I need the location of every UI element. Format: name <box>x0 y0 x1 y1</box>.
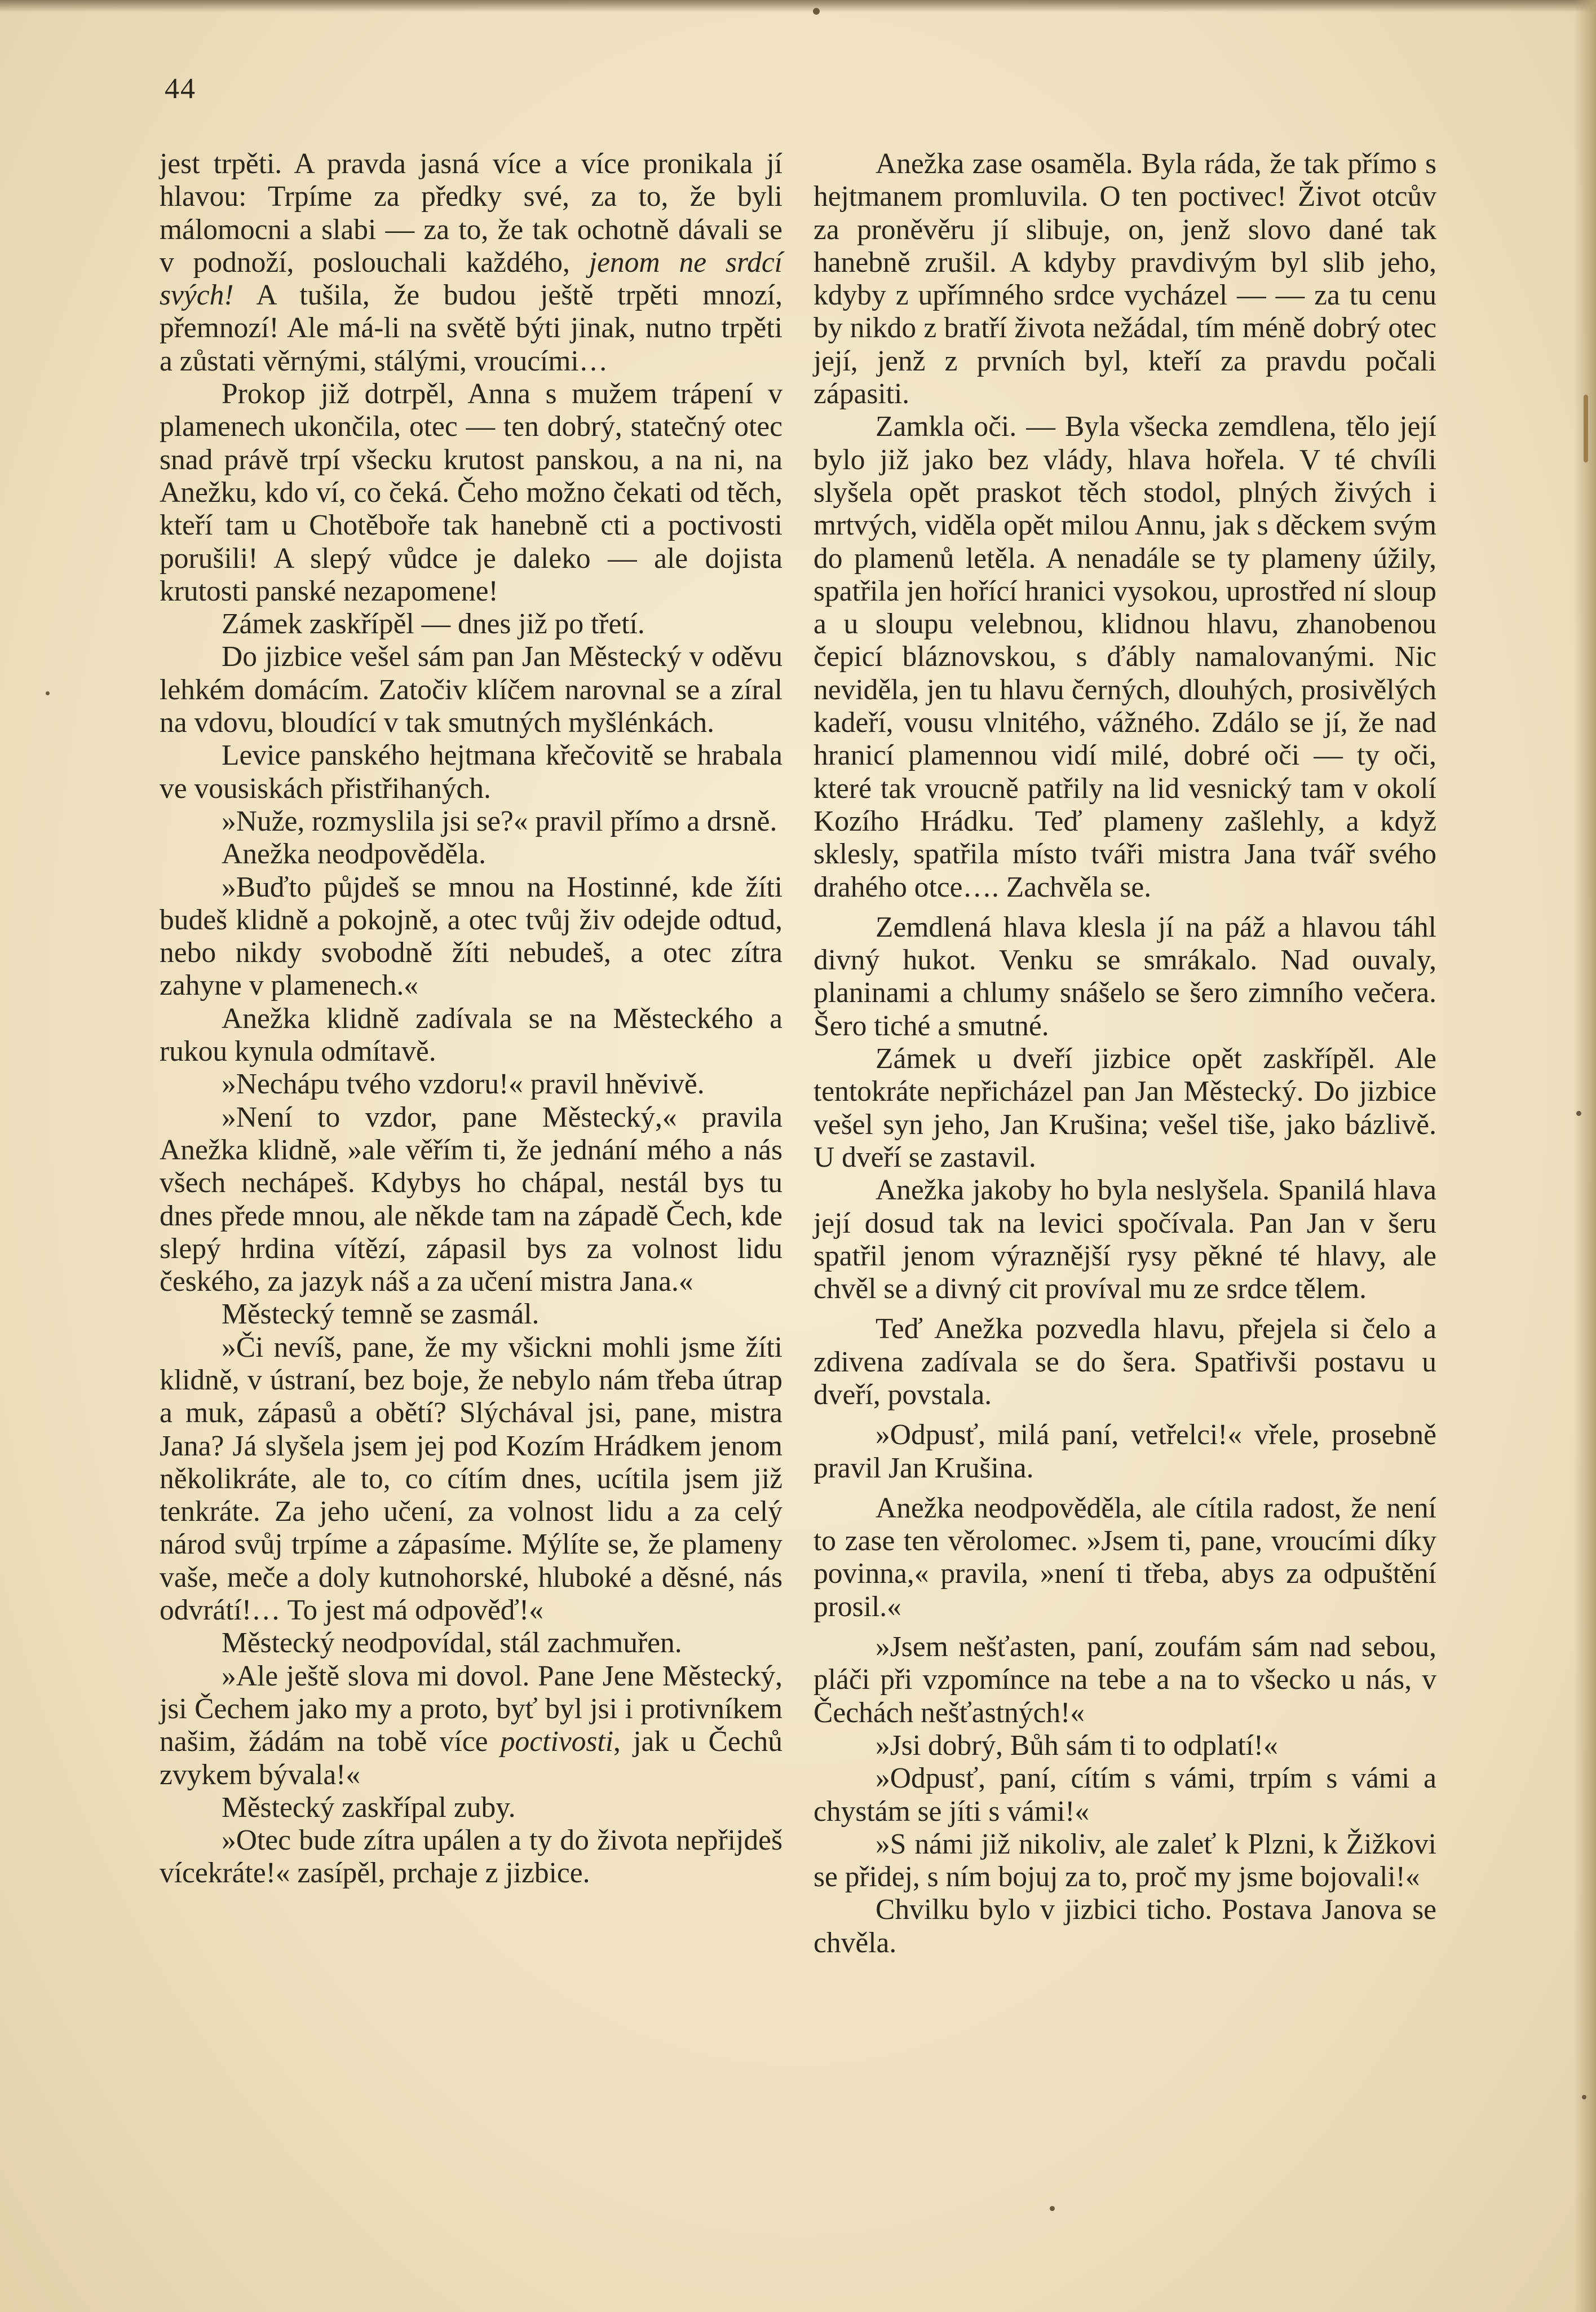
paragraph: Městecký zaskřípal zuby. <box>222 1791 516 1824</box>
paper-speck <box>1576 1111 1581 1116</box>
paragraph: Prokop již dotrpěl, Anna s mužem trápení v plamenech ukončila, otec — ten dobrý, statečný otec snad právě trpí všecku krutost panskou, a na ni, na Anežku, kdo ví, co čeká. Čeho možno čekati od těch, kteří tam u Chotěboře tak hanebně cti a poctivosti porušili! A slepý vůdce je daleko — ale dojista krutosti panské nezapomene! <box>160 378 782 607</box>
paragraph: »S námi již nikoliv, ale zaleť k Plzni, k Žižkovi se přidej, s ním bojuj za to, proč my jsme bojovali!« <box>814 1828 1436 1894</box>
paragraph: Zámek u dveří jizbice opět zaskřípěl. Ale tentokráte nepřicházel pan Jan Městecký. Do jizbice vešel syn jeho, Jan Krušina; vešel tiše, jako bázlivě. U dveří se zastavil. <box>814 1043 1436 1173</box>
italic-emphasis: jenom ne srdcí svých! <box>160 246 782 312</box>
paragraph: Anežka zase osaměla. Byla ráda, že tak přímo s hejtmanem promluvila. O ten poctivec! Život otcův za proněvěru jí slibuje, on, jenž slovo dané tak hanebně zrušil. A kdyby pravdivým byl slib jeho, kdyby z upřímného srdce vycházel — — za tu cenu by nikdo z bratří života nežádal, tím méně dobrý otec její, jenž z prvních byl, kteří za pravdu počali zápasiti. <box>814 148 1436 411</box>
paragraph: Zámek zaskřípěl — dnes již po třetí. <box>222 608 645 641</box>
paragraph: Anežka neodpověděla, ale cítila radost, že není to zase ten věrolomec. »Jsem ti, pane, vroucími díky povinna,« pravila, »není ti třeba, abys za odpuštění prosil.« <box>814 1492 1436 1623</box>
paragraph: Chvilku bylo v jizbici ticho. Postava Janova se chvěla. <box>814 1894 1436 1959</box>
page-edge-shadow <box>0 0 1596 12</box>
paragraph: Městecký temně se zasmál. <box>222 1298 540 1331</box>
paragraph: Do jizbice vešel sám pan Jan Městecký v oděvu lehkém domácím. Zatočiv klíčem narovnal se a zíral na vdovu, bloudící v tak smutných myšlénkách. <box>160 641 782 739</box>
paragraph: Anežka neodpověděla. <box>222 838 487 871</box>
paragraph: »Otec bude zítra upálen a ty do života nepřijdeš vícekráte!« zasípěl, prchaje z jizbice. <box>160 1824 782 1890</box>
left-column <box>160 148 782 1890</box>
paragraph: Teď Anežka pozvedla hlavu, přejela si čelo a zdivena zadívala se do šera. Spatřivši postavu u dveří, povstala. <box>814 1313 1436 1411</box>
paper-speck <box>1582 2095 1586 2099</box>
paragraph: Zemdlená hlava klesla jí na páž a hlavou táhl divný hukot. Venku se smrákalo. Nad ouvaly, planinami a chlumy snášelo se šero zimního večera. Šero tiché a smutné. <box>814 911 1436 1042</box>
paragraph: »Není to vzdor, pane Městecký,« pravila Anežka klidně, »ale věřím ti, že jednání mého a nás všech nechápeš. Kdybys ho chápal, nestál bys tu dnes přede mnou, ale někde tam na západě Čech, kde slepý hrdina vítězí, zápasil bys za volnost lidu českého, za jazyk náš a za učení mistra Jana.« <box>160 1101 782 1298</box>
paragraph: »Buďto půjdeš se mnou na Hostinné, kde žíti budeš klidně a pokojně, a otec tvůj živ odejde odtud, nebo nikdy svobodně žíti nebudeš, a otec zítra zahyne v plamenech.« <box>160 871 782 1002</box>
paragraph: Levice panského hejtmana křečovitě se hrabala ve vousiskách přistřihaných. <box>160 739 782 805</box>
paragraph: »Jsem nešťasten, paní, zoufám sám nad sebou, pláči při vzpomínce na tebe a na to všecko u nás, v Čechách nešťastných!« <box>814 1631 1436 1729</box>
paragraph: »Nechápu tvého vzdoru!« pravil hněvivě. <box>222 1068 705 1101</box>
paragraph: »Či nevíš, pane, že my všickni mohli jsme žíti klidně, v ústraní, bez boje, že nebylo nám třeba útrap a muk, zápasů a obětí? Slýchával jsi, pane, mistra Jana? Já slyšela jsem jej pod Kozím Hrádkem jenom několikráte, ale to, co cítím dnes, ucítila jsem již tenkráte. Za jeho učení, za volnost lidu a za celý národ svůj trpíme a zápasíme. Mýlíte se, že plameny vaše, meče a doly kutnohorské, hluboké a děsné, nás odvrátí!… To jest má odpověď!« <box>160 1331 782 1627</box>
paper-tear-mark <box>1584 395 1588 462</box>
right-column <box>814 148 1436 1960</box>
paragraph: »Ale ještě slova mi dovol. Pane Jene Městecký, jsi Čechem jako my a proto, byť byl jsi i protivníkem našim, žádám na tobě více poctivosti, jak u Čechů zvykem bývala!« <box>160 1660 783 1791</box>
paragraph: »Nuže, rozmyslila jsi se?« pravil přímo a drsně. <box>222 805 777 837</box>
paragraph: Anežka klidně zadívala se na Městeckého a rukou kynula odmítavě. <box>160 1002 782 1068</box>
paper-speck <box>46 691 50 695</box>
paragraph: »Odpusť, paní, cítím s vámi, trpím s vámi a chystám se jíti s vámi!« <box>814 1762 1436 1828</box>
page-number: 44 <box>165 73 196 105</box>
paper-speck <box>813 8 820 15</box>
paragraph: jest trpěti. A pravda jasná více a více pronikala jí hlavou: Trpíme za předky své, za to, že byli málomocni a slabi — za to, že tak ochotně dávali se v podnoží, poslouchali každého, jenom ne srdcí svých! A tušila, že budou ještě trpěti mnozí, přemnozí! Ale má-li na světě býti jinak, nutno trpěti a zůstati věrnými, stálými, vroucími… <box>160 148 782 377</box>
page-edge-right <box>1573 0 1596 2312</box>
paper-speck <box>1050 2206 1055 2211</box>
paragraph: Anežka jakoby ho byla neslyšela. Spanilá hlava její dosud tak na levici spočívala. Pan Jan v šeru spatřil jenom výraznější rysy pěkné té hlavy, ale chvěl se a divný cit províval mu ze srdce tělem. <box>814 1174 1436 1305</box>
paragraph: »Odpusť, milá paní, vetřelci!« vřele, prosebně pravil Jan Krušina. <box>814 1419 1436 1484</box>
paragraph: Zamkla oči. — Byla všecka zemdlena, tělo její bylo již jako bez vlády, hlava hořela. V té chvíli slyšela opět praskot těch stodol, plných živých i mrtvých, viděla opět milou Annu, jak s děckem svým do plamenů letěla. A nenadále se ty plameny úžily, spatřila jen hořící hranici vysokou, uprostřed ní sloup a u sloupu velebnou, klidnou hlavu, zhanobenou čepicí bláznovskou, s ďábly namalovanými. Nic neviděla, jen tu hlavu černých, dlouhých, prosivělých kadeří, vousu vlnitého, vážného. Zdálo se jí, že nad hranicí plamennou vidí milé, dobré oči — ty oči, které tak vroucně patřily na lid vesnický tam v okolí Kozího Hrádku. Teď plameny zašlehly, a když sklesly, spatřila místo tváři mistra Jana tvář svého drahého otce…. Zachvěla se. <box>814 411 1436 903</box>
paragraph: Městecký neodpovídal, stál zachmuřen. <box>222 1627 682 1660</box>
italic-emphasis: poctivosti <box>500 1726 614 1758</box>
paragraph: »Jsi dobrý, Bůh sám ti to odplatí!« <box>876 1729 1278 1762</box>
